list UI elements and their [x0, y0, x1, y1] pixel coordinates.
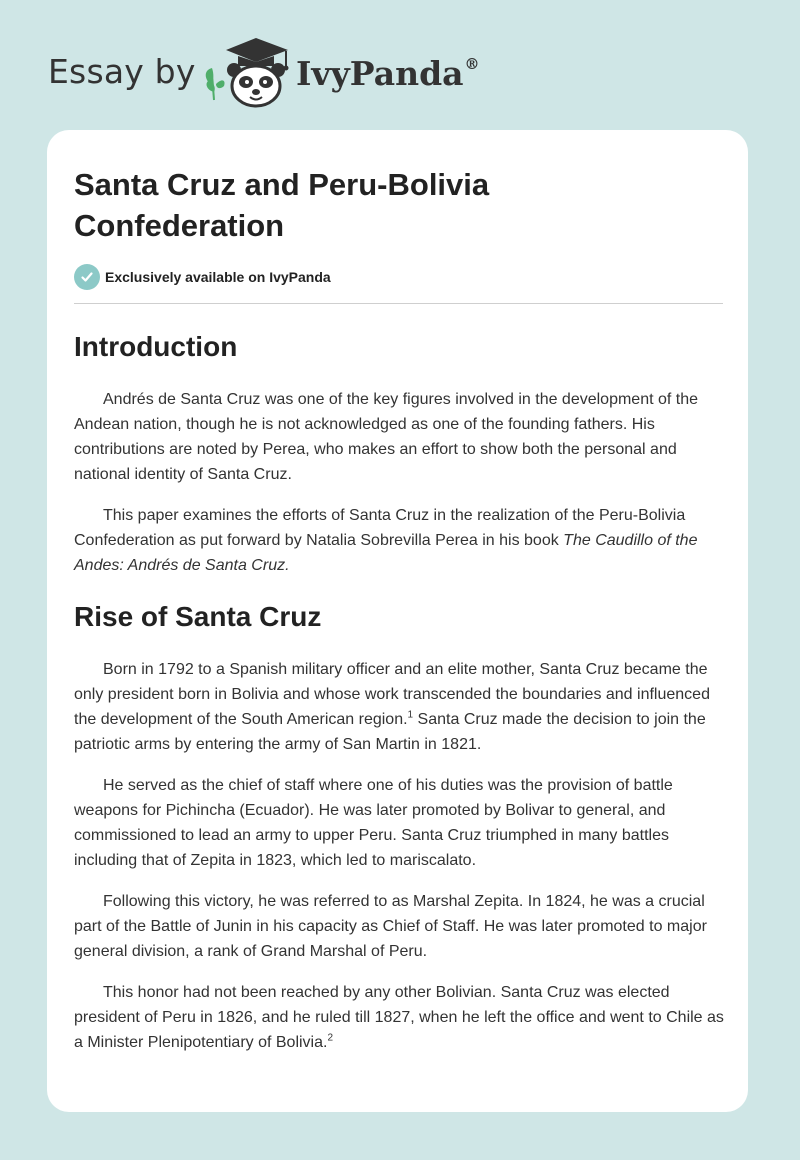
divider	[74, 303, 723, 304]
footnote-ref[interactable]: 2	[327, 1032, 334, 1044]
section-heading-rise: Rise of Santa Cruz	[74, 601, 322, 632]
footnote-ref[interactable]: 1	[407, 709, 414, 721]
ivy-leaf-icon	[206, 68, 225, 100]
paragraph: Andrés de Santa Cruz was one of the key figures involved in the development of the Andean nation, though he is not acknowledged as one of the founding fathers. His contributions are noted by Perea, who makes an effort to show both the personal and national identity of Santa Cruz.	[74, 391, 699, 483]
section-heading-introduction: Introduction	[74, 331, 238, 362]
paragraph: Born in 1792 to a Spanish military officer and an elite mother, Santa Cruz became the only president born in Bolivia and whose work transcended the boundaries and influenced the development of the South American region.$^1$ Santa Cruz made the decision to join the patriotic arms by entering the army of San Martin in 1821.	[74, 661, 710, 753]
brand-name[interactable]: IvyPanda®	[296, 54, 480, 93]
site-header	[48, 30, 568, 110]
exclusive-badge	[74, 264, 331, 290]
page-title: Santa Cruz and Peru-Bolivia Confederation	[74, 167, 490, 243]
paragraph: He served as the chief of staff where one of his duties was the provision of battle weapons for Pichincha (Ecuador). He was later promoted by Bolivar to general, and commissioned to lead an army to upper Peru. Santa Cruz triumphed in many battles including that of Zepita in 1823, which led to mariscalato.	[74, 777, 673, 869]
essay-by-label: Essay by	[48, 52, 196, 91]
paragraph: This paper examines the efforts of Santa Cruz in the realization of the Peru-Bolivia Confederation as put forward by Natalia Sobrevilla Perea in his book The Caudillo of the Andes: Andrés de Santa Cruz.	[74, 507, 698, 574]
check-icon	[74, 264, 100, 290]
badge-label: Exclusively available on IvyPanda	[105, 269, 331, 285]
book-title: The Caudillo of the Andes: Andrés de Santa Cruz.	[74, 532, 698, 574]
article-card	[47, 130, 748, 1112]
paragraph: Following this victory, he was referred to as Marshal Zepita. In 1824, he was a crucial part of the Battle of Junin in his capacity as Chief of Staff. He was later promoted to major general division, a rank of Grand Marshal of Peru.	[74, 893, 707, 960]
paragraph: This honor had not been reached by any other Bolivian. Santa Cruz was elected president of Peru in 1826, and he ruled till 1827, when he left the office and went to Chile as a Minister Plenipotentiary of Bolivia.$^2$	[74, 984, 724, 1051]
trademark-symbol: ®	[464, 55, 480, 73]
panda-graduate-icon[interactable]	[200, 34, 296, 110]
article-body	[74, 323, 726, 1055]
